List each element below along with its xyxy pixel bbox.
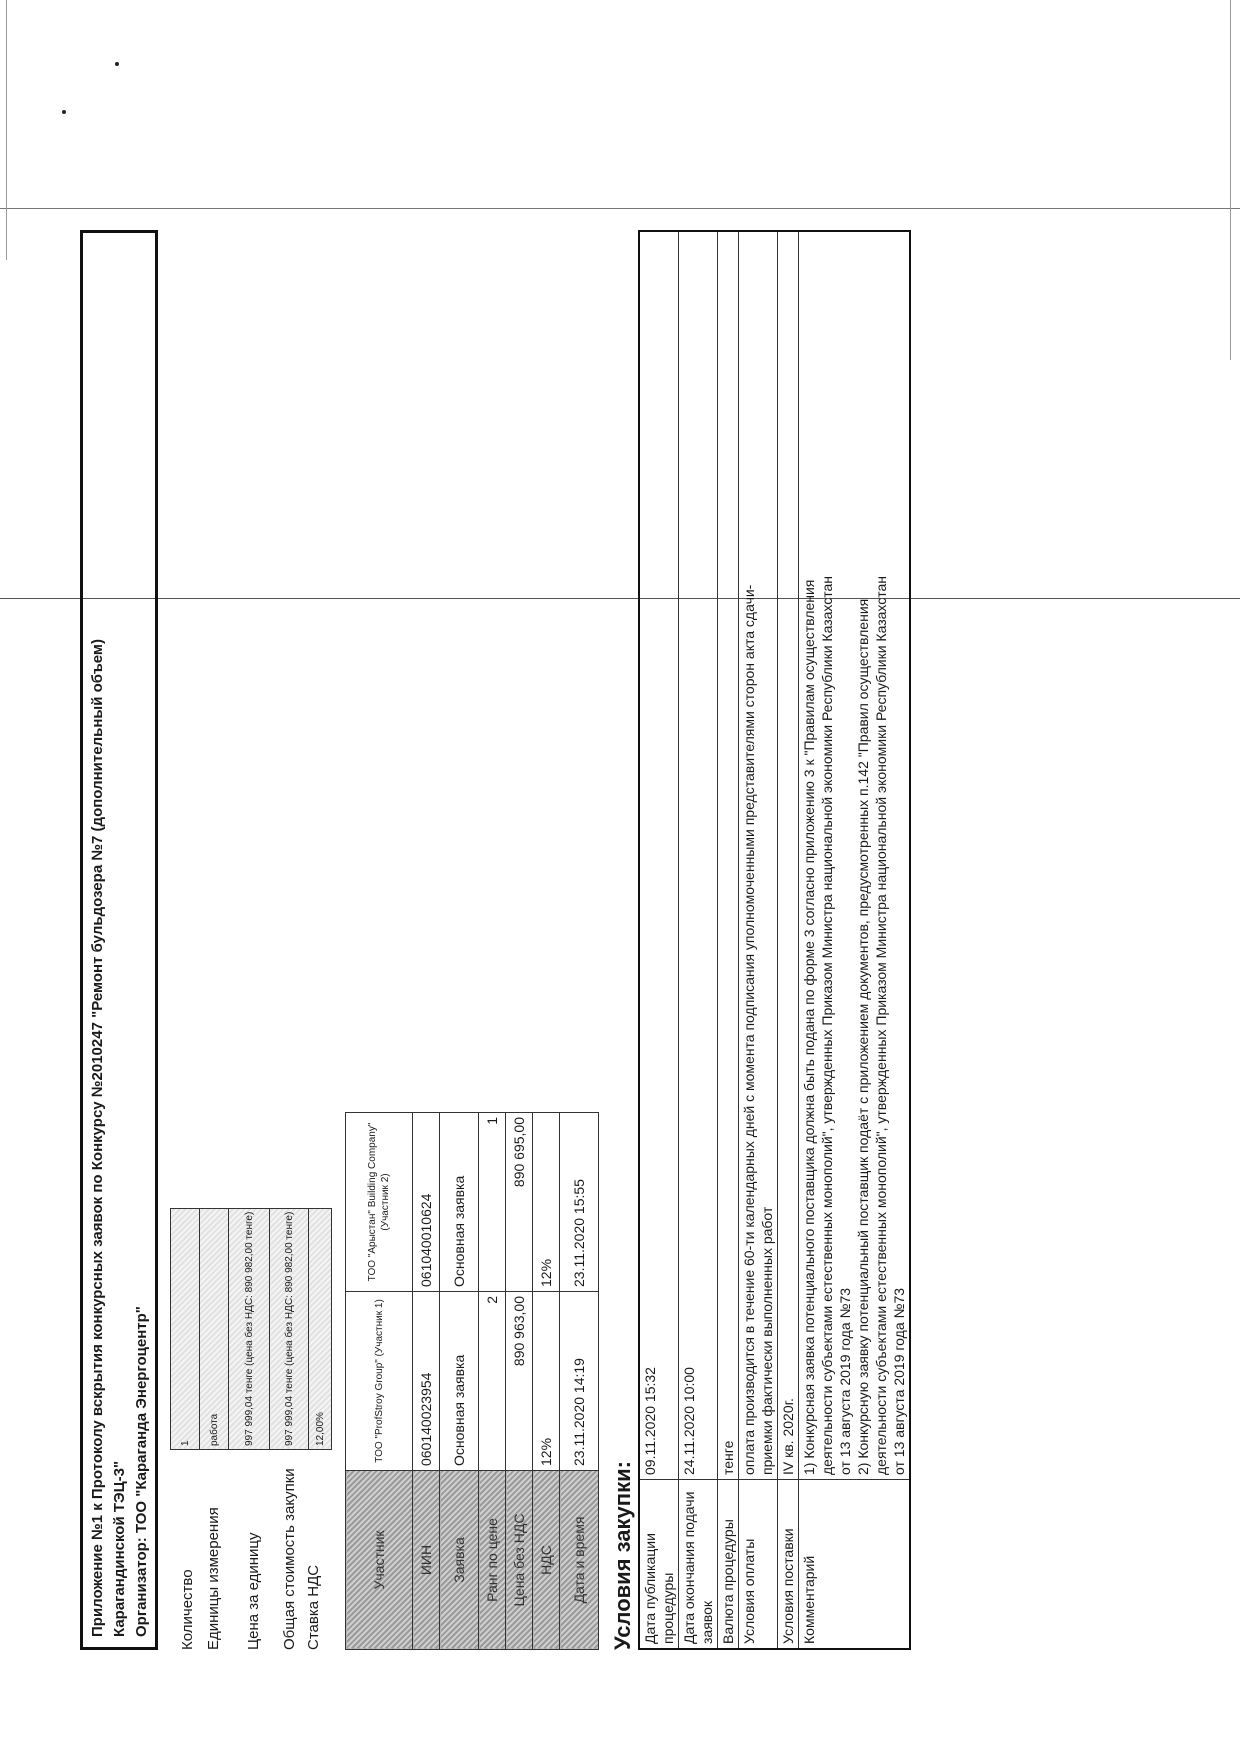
- unit-value: работа: [200, 1208, 229, 1449]
- participant-1-iin: 060140023954: [413, 1292, 440, 1471]
- rank-label: Ранг по цене: [479, 1471, 506, 1650]
- rotated-document: [20, 30, 1120, 1650]
- scan-edge-left: [6, 0, 7, 260]
- comment-line: деятельности субъектами естественных монополий", утвержденных Приказом Министра национальной экономики Республики Казахстан: [873, 575, 889, 1475]
- conditions-title: Условия закупки:: [610, 1461, 635, 1650]
- participant-2-iin: 061040010624: [413, 1113, 440, 1292]
- unit-label: Единицы измерения: [205, 1507, 222, 1650]
- payment-line: оплата производится в течение 60-ти календарных дней с момента подписания уполномоченными представителями сторон акта сдачи-: [741, 584, 757, 1475]
- comment-value: [799, 231, 911, 1480]
- datetime-label: Дата и время: [560, 1471, 599, 1650]
- participant-2-price: 890 695,00: [506, 1113, 533, 1292]
- deadline-label: Дата окончания подачи заявок: [679, 1480, 718, 1650]
- organizer-line: Организатор: ТОО "Караганда Энергоцентр": [133, 1306, 150, 1637]
- comment-label: Комментарий: [799, 1480, 911, 1650]
- participant-1-price: 890 963,00: [506, 1292, 533, 1471]
- participants-table: [345, 1112, 599, 1650]
- currency-value: тенге: [718, 231, 739, 1480]
- deadline-value: 24.11.2020 10:00: [679, 231, 718, 1480]
- total-cost-value: 997 999,04 тенге (цена без НДС: 890 982,00 тенге): [270, 1208, 309, 1449]
- vat-label: НДС: [533, 1471, 560, 1650]
- participant-2-name: TOO "Арыстан" Building Company" (Участник 2): [346, 1113, 413, 1292]
- vat-rate-value: 12,00%: [309, 1208, 332, 1449]
- participant-1-rank: 2: [479, 1292, 506, 1471]
- delivery-label: Условия поставки: [778, 1480, 799, 1650]
- participant-1-application: Основная заявка: [440, 1292, 479, 1471]
- application-label: Заявка: [440, 1471, 479, 1650]
- quantity-label: Количество: [179, 1569, 196, 1650]
- payment-line: приемки фактически выполненных работ: [759, 1206, 775, 1475]
- participant-1-name: TOO "ProfStroy Group" (Участник 1): [346, 1292, 413, 1471]
- unit-price-label: Цена за единицу: [245, 1532, 262, 1650]
- comment-line: 1) Конкурсная заявка потенциального поставщика должна быть подана по форме 3 согласно приложению 3 к "Правилам осуществления: [801, 579, 817, 1475]
- publication-label: Дата публикации процедуры: [639, 1480, 679, 1650]
- participant-2-rank: 1: [479, 1113, 506, 1292]
- delivery-value: IV кв. 2020г.: [778, 231, 799, 1480]
- protocol-title: Приложение №1 к Протоколу вскрытия конкурсных заявок по Конкурсу №2010247 "Ремонт бульдозера №7 (дополнительный объем): [89, 639, 106, 1637]
- comment-line: от 13 августа 2019 года №73: [837, 1287, 853, 1475]
- summary-values: [170, 1208, 332, 1450]
- vat-rate-label: Ставка НДС: [305, 1564, 322, 1650]
- comment-line: 2) Конкурсную заявку потенциальный поставщик подаёт с приложением документов, предусмотренных п.142 "Правил осуществления: [855, 598, 871, 1475]
- participant-1-vat: 12%: [533, 1292, 560, 1471]
- publication-value: 09.11.2020 15:32: [639, 231, 679, 1480]
- participant-2-vat: 12%: [533, 1113, 560, 1292]
- scan-edge-right: [1230, 0, 1231, 360]
- participant-2-datetime: 23.11.2020 15:55: [560, 1113, 599, 1292]
- protocol-subtitle: Карагандинской ТЭЦ-3": [111, 1460, 128, 1637]
- payment-label: Условия оплаты: [739, 1480, 778, 1650]
- price-label: Цена без НДС: [506, 1471, 533, 1650]
- quantity-value: 1: [171, 1208, 200, 1449]
- protocol-header: [80, 230, 158, 1650]
- participant-label: Участник: [346, 1471, 413, 1650]
- comment-line: деятельности субъектами естественных монополий", утвержденных Приказом Министра национальной экономики Республики Казахстан: [819, 575, 835, 1475]
- iin-label: ИИН: [413, 1471, 440, 1650]
- conditions-table: [638, 230, 911, 1650]
- participant-1-datetime: 23.11.2020 14:19: [560, 1292, 599, 1471]
- payment-value: [739, 231, 778, 1480]
- comment-line: от 13 августа 2019 года №73: [891, 1287, 907, 1475]
- total-cost-label: Общая стоимость закупки: [281, 1468, 298, 1650]
- currency-label: Валюта процедуры: [718, 1480, 739, 1650]
- participant-2-application: Основная заявка: [440, 1113, 479, 1292]
- unit-price-value: 997 999,04 тенге (цена без НДС: 890 982,00 тенге): [229, 1208, 270, 1449]
